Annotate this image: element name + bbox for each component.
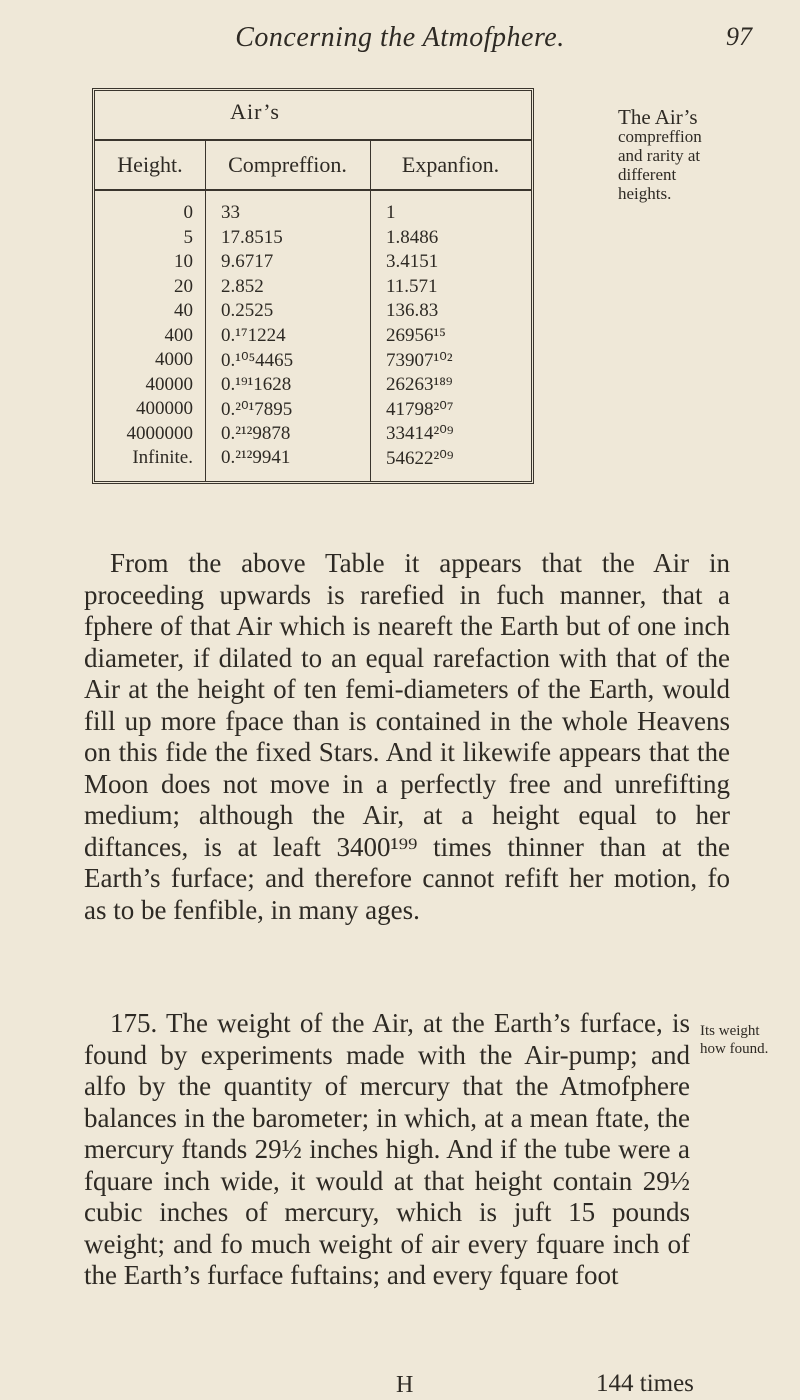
compression-cell: 9.6717	[221, 251, 274, 273]
expansion-cell: 136.83	[386, 300, 439, 322]
table-caption: Air’s	[230, 99, 280, 124]
height-cell: 4000000	[126, 422, 193, 444]
paragraph-table-discussion: From the above Table it appears that the Air in proceeding upwards is rarefied in fuch manner, that a fphere of that Air which is neareft the Earth but of one inch diameter, if dilated to an equal rarefaction with that of the Air at the height of ten femi-diameters of the Earth, would fill up more fpace than is contained in the whole Heavens on this fide the fixed Stars. And it likewife appears that the Moon does not move in a perfectly free and unrefifting medium; although the Air, at a height equal to her diftances, is at leaft 3400¹⁹⁹ times thinner than at the Earth’s furface; and therefore cannot refift her motion, fo as to be fenfible, in many ages.	[84, 548, 730, 925]
expansion-cell: 1.8486	[386, 226, 439, 248]
expansion-cell: 1	[386, 202, 396, 224]
compression-cell: 0.²⁰¹7895	[221, 398, 293, 420]
compression-cell: 0.¹⁹¹1628	[221, 373, 292, 395]
expansion-cell: 33414²⁰⁹	[386, 423, 454, 445]
table-row	[95, 422, 531, 447]
table-header-row	[95, 139, 531, 191]
column-header-expansion: Expanfion.	[401, 152, 500, 177]
height-cell: 5	[183, 226, 193, 248]
air-compression-table	[92, 88, 534, 484]
table-row	[95, 201, 531, 226]
expansion-cell: 41798²⁰⁷	[386, 398, 454, 420]
compression-cell: 0.²¹²9941	[221, 447, 291, 469]
height-cell: 40	[174, 300, 193, 322]
height-cell: 4000	[155, 349, 193, 371]
compression-cell: 2.852	[221, 275, 264, 297]
table-row	[95, 275, 531, 300]
height-cell: Infinite.	[132, 447, 193, 469]
margin-note-weight	[700, 1022, 800, 1058]
table-row	[95, 348, 531, 373]
expansion-cell: 26956¹⁵	[386, 324, 446, 346]
height-cell: 10	[174, 251, 193, 273]
expansion-cell: 54622²⁰⁹	[386, 447, 454, 469]
paragraph-air-weight: 175. The weight of the Air, at the Earth’s furface, is found by experiments made with the Air-pump; and alfo by the quantity of mercury that the Atmofphere balances in the barometer; in which, at a mean ftate, the mercury ftands 29½ inches high. And if the tube were a fquare inch wide, it would at that height contain 29½ cubic inches of mercury, which is juft 15 pounds weight; and fo much weight of air every fquare inch of the Earth’s furface fuftains; and every fquare foot	[84, 1008, 690, 1290]
table-row	[95, 226, 531, 251]
margin-note-line: compreffion	[618, 127, 702, 146]
margin-note-line: how found.	[700, 1041, 769, 1057]
expansion-cell: 3.4151	[386, 251, 439, 273]
column-header-height: Height.	[117, 152, 183, 177]
margin-note-compression	[618, 105, 788, 203]
table-row	[95, 446, 531, 471]
margin-note-line: The Air’s	[618, 105, 698, 129]
page-number: 97	[726, 22, 752, 51]
running-head: Concerning the Atmofphere.	[235, 22, 565, 53]
height-cell: 20	[174, 275, 193, 297]
margin-note-line: and rarity at	[618, 146, 701, 165]
table-row	[95, 324, 531, 349]
height-cell: 400000	[136, 398, 193, 420]
table-row	[95, 250, 531, 275]
height-cell: 40000	[145, 373, 193, 395]
compression-cell: 0.¹⁰⁵4465	[221, 349, 294, 371]
expansion-cell: 73907¹⁰²	[386, 349, 453, 371]
compression-cell: 33	[221, 202, 240, 224]
height-cell: 400	[164, 324, 193, 346]
compression-cell: 0.2525	[221, 300, 274, 322]
height-cell: 0	[183, 202, 193, 224]
catchword: 144 times	[596, 1370, 694, 1397]
margin-note-line: different	[618, 165, 677, 184]
margin-note-line: Its weight	[700, 1023, 760, 1039]
table-row	[95, 299, 531, 324]
compression-cell: 17.8515	[221, 226, 283, 248]
expansion-cell: 26263¹⁸⁹	[386, 373, 453, 395]
signature-mark: H	[396, 1372, 414, 1398]
compression-cell: 0.¹⁷1224	[221, 324, 286, 346]
margin-note-line: heights.	[618, 184, 672, 203]
table-row	[95, 397, 531, 422]
table-row	[95, 373, 531, 398]
expansion-cell: 11.571	[386, 275, 438, 297]
table-body	[95, 201, 531, 471]
compression-cell: 0.²¹²9878	[221, 422, 291, 444]
column-header-compression: Compreffion.	[228, 152, 347, 177]
